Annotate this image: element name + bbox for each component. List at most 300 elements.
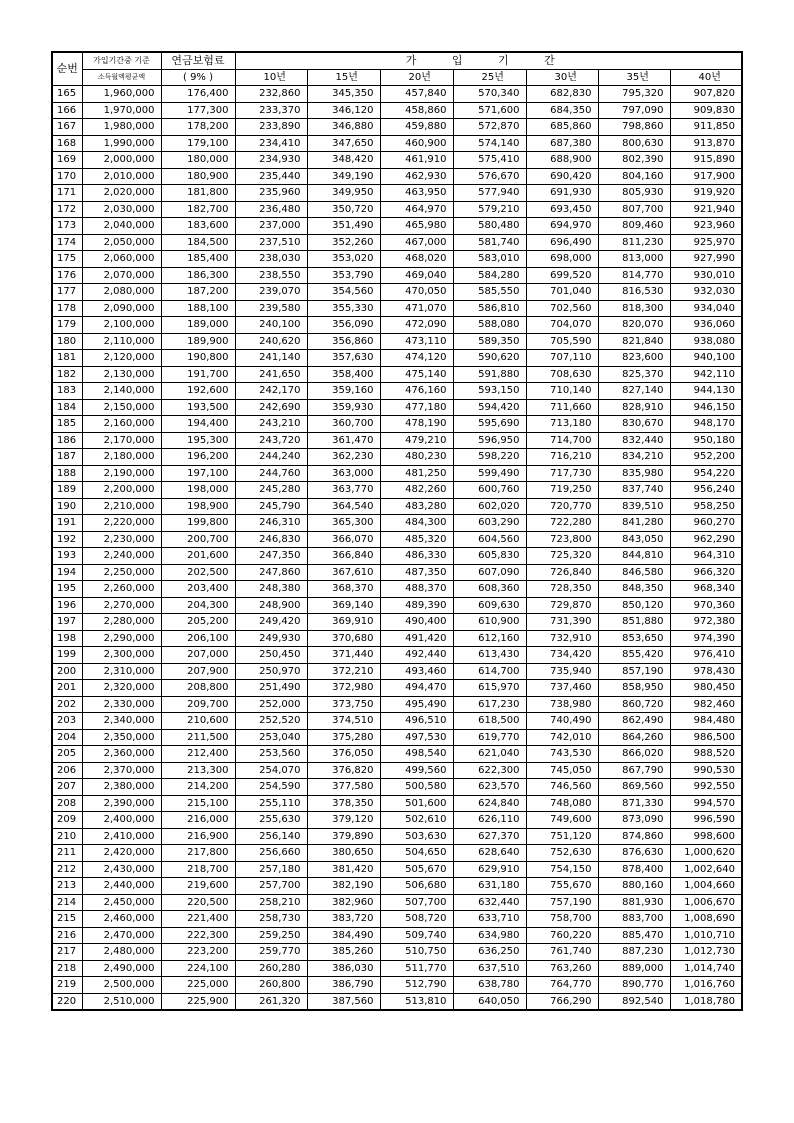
cell-year-35: 873,090 [598, 812, 670, 829]
cell-row-number: 180 [52, 333, 82, 350]
cell-year-15: 383,720 [307, 911, 380, 928]
cell-row-number: 194 [52, 564, 82, 581]
cell-premium: 201,600 [161, 548, 235, 565]
cell-year-15: 372,980 [307, 680, 380, 697]
cell-year-25: 576,670 [453, 168, 526, 185]
cell-year-10: 256,660 [235, 845, 307, 862]
cell-year-25: 579,210 [453, 201, 526, 218]
cell-year-30: 738,980 [526, 696, 598, 713]
cell-year-30: 742,010 [526, 729, 598, 746]
col-header-year: 25년 [453, 69, 526, 86]
cell-year-15: 351,490 [307, 218, 380, 235]
cell-year-15: 386,790 [307, 977, 380, 994]
cell-year-25: 571,600 [453, 102, 526, 119]
cell-year-10: 240,620 [235, 333, 307, 350]
table-row [52, 894, 742, 911]
cell-row-number: 166 [52, 102, 82, 119]
cell-year-35: 885,470 [598, 927, 670, 944]
cell-year-15: 377,580 [307, 779, 380, 796]
cell-year-25: 633,710 [453, 911, 526, 928]
cell-year-20: 464,970 [380, 201, 453, 218]
cell-year-15: 379,120 [307, 812, 380, 829]
cell-row-number: 207 [52, 779, 82, 796]
cell-year-20: 489,390 [380, 597, 453, 614]
cell-year-10: 243,210 [235, 416, 307, 433]
cell-year-15: 347,650 [307, 135, 380, 152]
cell-year-10: 248,900 [235, 597, 307, 614]
cell-year-40: 958,250 [670, 498, 742, 515]
cell-avg-income: 2,430,000 [82, 861, 161, 878]
cell-row-number: 169 [52, 152, 82, 169]
cell-year-20: 508,720 [380, 911, 453, 928]
cell-year-40: 982,460 [670, 696, 742, 713]
cell-year-15: 384,490 [307, 927, 380, 944]
cell-year-35: 855,420 [598, 647, 670, 664]
cell-year-40: 962,290 [670, 531, 742, 548]
cell-year-20: 481,250 [380, 465, 453, 482]
cell-row-number: 201 [52, 680, 82, 697]
cell-year-15: 358,400 [307, 366, 380, 383]
cell-row-number: 218 [52, 960, 82, 977]
cell-year-20: 496,510 [380, 713, 453, 730]
cell-avg-income: 2,510,000 [82, 993, 161, 1010]
cell-avg-income: 2,240,000 [82, 548, 161, 565]
cell-year-15: 360,700 [307, 416, 380, 433]
table-row [52, 317, 742, 334]
cell-year-30: 688,900 [526, 152, 598, 169]
cell-year-40: 978,430 [670, 663, 742, 680]
cell-year-35: 874,860 [598, 828, 670, 845]
cell-year-30: 743,530 [526, 746, 598, 763]
cell-premium: 219,600 [161, 878, 235, 895]
cell-year-25: 595,690 [453, 416, 526, 433]
cell-premium: 197,100 [161, 465, 235, 482]
cell-year-30: 740,490 [526, 713, 598, 730]
cell-year-15: 380,650 [307, 845, 380, 862]
cell-year-35: 841,280 [598, 515, 670, 532]
cell-year-30: 761,740 [526, 944, 598, 961]
table-row [52, 795, 742, 812]
cell-year-25: 612,160 [453, 630, 526, 647]
cell-year-40: 917,900 [670, 168, 742, 185]
cell-year-10: 253,040 [235, 729, 307, 746]
table-row [52, 432, 742, 449]
cell-premium: 205,200 [161, 614, 235, 631]
cell-year-40: 942,110 [670, 366, 742, 383]
table-row [52, 993, 742, 1010]
cell-year-30: 751,120 [526, 828, 598, 845]
cell-year-40: 944,130 [670, 383, 742, 400]
cell-premium: 212,400 [161, 746, 235, 763]
cell-avg-income: 2,320,000 [82, 680, 161, 697]
cell-row-number: 171 [52, 185, 82, 202]
cell-year-15: 349,190 [307, 168, 380, 185]
cell-year-20: 458,860 [380, 102, 453, 119]
cell-year-35: 832,440 [598, 432, 670, 449]
table-row [52, 300, 742, 317]
cell-premium: 193,500 [161, 399, 235, 416]
pension-table [51, 51, 743, 1011]
cell-year-20: 488,370 [380, 581, 453, 598]
table-row [52, 812, 742, 829]
cell-avg-income: 2,150,000 [82, 399, 161, 416]
table-row [52, 944, 742, 961]
cell-year-35: 830,670 [598, 416, 670, 433]
cell-premium: 182,700 [161, 201, 235, 218]
cell-year-10: 244,240 [235, 449, 307, 466]
cell-avg-income: 2,300,000 [82, 647, 161, 664]
cell-year-15: 350,720 [307, 201, 380, 218]
cell-year-20: 487,350 [380, 564, 453, 581]
cell-year-35: 821,840 [598, 333, 670, 350]
cell-year-10: 254,070 [235, 762, 307, 779]
cell-premium: 224,100 [161, 960, 235, 977]
cell-year-30: 704,070 [526, 317, 598, 334]
cell-premium: 195,300 [161, 432, 235, 449]
cell-premium: 218,700 [161, 861, 235, 878]
cell-year-25: 588,080 [453, 317, 526, 334]
cell-year-35: 800,630 [598, 135, 670, 152]
cell-year-35: 881,930 [598, 894, 670, 911]
cell-year-10: 249,930 [235, 630, 307, 647]
cell-year-15: 354,560 [307, 284, 380, 301]
cell-row-number: 188 [52, 465, 82, 482]
cell-premium: 200,700 [161, 531, 235, 548]
table-row [52, 564, 742, 581]
cell-year-20: 506,680 [380, 878, 453, 895]
cell-year-15: 376,050 [307, 746, 380, 763]
table-row [52, 267, 742, 284]
cell-avg-income: 2,070,000 [82, 267, 161, 284]
cell-year-15: 367,610 [307, 564, 380, 581]
cell-year-30: 691,930 [526, 185, 598, 202]
cell-avg-income: 2,410,000 [82, 828, 161, 845]
cell-year-35: 857,190 [598, 663, 670, 680]
cell-year-20: 467,000 [380, 234, 453, 251]
cell-year-20: 498,540 [380, 746, 453, 763]
table-row [52, 663, 742, 680]
cell-year-20: 472,090 [380, 317, 453, 334]
cell-row-number: 216 [52, 927, 82, 944]
cell-year-15: 356,090 [307, 317, 380, 334]
cell-avg-income: 2,020,000 [82, 185, 161, 202]
cell-avg-income: 2,200,000 [82, 482, 161, 499]
cell-year-35: 862,490 [598, 713, 670, 730]
cell-avg-income: 2,440,000 [82, 878, 161, 895]
cell-avg-income: 2,180,000 [82, 449, 161, 466]
cell-row-number: 165 [52, 86, 82, 103]
cell-row-number: 172 [52, 201, 82, 218]
cell-year-25: 599,490 [453, 465, 526, 482]
cell-row-number: 167 [52, 119, 82, 136]
cell-year-10: 235,440 [235, 168, 307, 185]
cell-year-10: 259,770 [235, 944, 307, 961]
table-row [52, 581, 742, 598]
cell-year-35: 890,770 [598, 977, 670, 994]
cell-year-40: 976,410 [670, 647, 742, 664]
cell-year-25: 617,230 [453, 696, 526, 713]
cell-year-30: 720,770 [526, 498, 598, 515]
cell-year-20: 507,700 [380, 894, 453, 911]
cell-year-35: 864,260 [598, 729, 670, 746]
cell-year-30: 701,040 [526, 284, 598, 301]
cell-year-40: 930,010 [670, 267, 742, 284]
cell-year-15: 363,000 [307, 465, 380, 482]
cell-year-30: 748,080 [526, 795, 598, 812]
cell-year-15: 345,350 [307, 86, 380, 103]
cell-year-30: 707,110 [526, 350, 598, 367]
cell-premium: 179,100 [161, 135, 235, 152]
cell-row-number: 205 [52, 746, 82, 763]
cell-premium: 208,800 [161, 680, 235, 697]
table-row [52, 498, 742, 515]
cell-year-30: 725,320 [526, 548, 598, 565]
col-header-year: 30년 [526, 69, 598, 86]
cell-row-number: 176 [52, 267, 82, 284]
cell-premium: 188,100 [161, 300, 235, 317]
cell-year-15: 357,630 [307, 350, 380, 367]
cell-year-30: 699,520 [526, 267, 598, 284]
col-header-year: 40년 [670, 69, 742, 86]
cell-year-25: 628,640 [453, 845, 526, 862]
cell-year-15: 381,420 [307, 861, 380, 878]
cell-year-35: 851,880 [598, 614, 670, 631]
cell-year-25: 583,010 [453, 251, 526, 268]
cell-avg-income: 2,160,000 [82, 416, 161, 433]
cell-avg-income: 2,420,000 [82, 845, 161, 862]
cell-year-35: 860,720 [598, 696, 670, 713]
cell-year-40: 964,310 [670, 548, 742, 565]
cell-year-40: 927,990 [670, 251, 742, 268]
table-row [52, 647, 742, 664]
cell-year-35: 876,630 [598, 845, 670, 862]
cell-year-40: 1,004,660 [670, 878, 742, 895]
cell-row-number: 213 [52, 878, 82, 895]
cell-year-10: 241,650 [235, 366, 307, 383]
cell-year-10: 255,630 [235, 812, 307, 829]
cell-year-10: 239,580 [235, 300, 307, 317]
cell-year-25: 590,620 [453, 350, 526, 367]
col-header-no: 순번 [52, 52, 82, 86]
cell-year-10: 252,520 [235, 713, 307, 730]
cell-avg-income: 2,350,000 [82, 729, 161, 746]
cell-year-40: 921,940 [670, 201, 742, 218]
table-row [52, 201, 742, 218]
cell-premium: 178,200 [161, 119, 235, 136]
cell-year-30: 735,940 [526, 663, 598, 680]
cell-year-25: 591,880 [453, 366, 526, 383]
cell-year-40: 1,006,670 [670, 894, 742, 911]
cell-row-number: 174 [52, 234, 82, 251]
cell-row-number: 184 [52, 399, 82, 416]
cell-year-30: 734,420 [526, 647, 598, 664]
table-row [52, 234, 742, 251]
cell-year-30: 687,380 [526, 135, 598, 152]
cell-year-25: 632,440 [453, 894, 526, 911]
cell-avg-income: 2,270,000 [82, 597, 161, 614]
cell-year-25: 629,910 [453, 861, 526, 878]
cell-year-20: 513,810 [380, 993, 453, 1010]
cell-year-20: 477,180 [380, 399, 453, 416]
cell-row-number: 189 [52, 482, 82, 499]
cell-year-20: 510,750 [380, 944, 453, 961]
cell-year-25: 589,350 [453, 333, 526, 350]
cell-avg-income: 2,110,000 [82, 333, 161, 350]
cell-premium: 203,400 [161, 581, 235, 598]
cell-premium: 189,900 [161, 333, 235, 350]
cell-avg-income: 2,500,000 [82, 977, 161, 994]
cell-year-10: 242,690 [235, 399, 307, 416]
cell-avg-income: 2,450,000 [82, 894, 161, 911]
table-row [52, 531, 742, 548]
cell-year-40: 923,960 [670, 218, 742, 235]
cell-year-20: 482,260 [380, 482, 453, 499]
cell-year-30: 694,970 [526, 218, 598, 235]
cell-year-25: 623,570 [453, 779, 526, 796]
cell-avg-income: 2,470,000 [82, 927, 161, 944]
cell-year-20: 468,020 [380, 251, 453, 268]
cell-year-25: 622,300 [453, 762, 526, 779]
cell-year-30: 752,630 [526, 845, 598, 862]
cell-year-35: 850,120 [598, 597, 670, 614]
cell-year-35: 820,070 [598, 317, 670, 334]
cell-year-35: 795,320 [598, 86, 670, 103]
cell-year-35: 797,090 [598, 102, 670, 119]
cell-year-40: 907,820 [670, 86, 742, 103]
cell-year-15: 368,370 [307, 581, 380, 598]
cell-year-30: 760,220 [526, 927, 598, 944]
cell-year-20: 485,320 [380, 531, 453, 548]
cell-year-25: 621,040 [453, 746, 526, 763]
cell-year-35: 834,210 [598, 449, 670, 466]
cell-premium: 187,200 [161, 284, 235, 301]
cell-year-30: 717,730 [526, 465, 598, 482]
cell-avg-income: 1,990,000 [82, 135, 161, 152]
cell-premium: 184,500 [161, 234, 235, 251]
cell-year-30: 685,860 [526, 119, 598, 136]
cell-year-40: 974,390 [670, 630, 742, 647]
cell-year-20: 495,490 [380, 696, 453, 713]
cell-year-30: 723,800 [526, 531, 598, 548]
cell-year-30: 708,630 [526, 366, 598, 383]
cell-year-25: 580,480 [453, 218, 526, 235]
cell-year-25: 638,780 [453, 977, 526, 994]
cell-year-20: 511,770 [380, 960, 453, 977]
table-row [52, 284, 742, 301]
cell-year-35: 839,510 [598, 498, 670, 515]
cell-premium: 209,700 [161, 696, 235, 713]
cell-premium: 183,600 [161, 218, 235, 235]
cell-year-20: 483,280 [380, 498, 453, 515]
cell-avg-income: 2,480,000 [82, 944, 161, 961]
cell-avg-income: 1,960,000 [82, 86, 161, 103]
cell-year-15: 378,350 [307, 795, 380, 812]
cell-year-25: 634,980 [453, 927, 526, 944]
cell-year-20: 505,670 [380, 861, 453, 878]
cell-year-15: 363,770 [307, 482, 380, 499]
cell-year-40: 992,550 [670, 779, 742, 796]
table-row [52, 333, 742, 350]
cell-row-number: 199 [52, 647, 82, 664]
cell-year-40: 998,600 [670, 828, 742, 845]
cell-avg-income: 2,260,000 [82, 581, 161, 598]
cell-year-20: 465,980 [380, 218, 453, 235]
table-row [52, 168, 742, 185]
cell-premium: 177,300 [161, 102, 235, 119]
cell-year-25: 581,740 [453, 234, 526, 251]
col-header-year: 35년 [598, 69, 670, 86]
cell-year-40: 988,520 [670, 746, 742, 763]
cell-year-30: 726,840 [526, 564, 598, 581]
cell-year-10: 259,250 [235, 927, 307, 944]
cell-year-30: 713,180 [526, 416, 598, 433]
cell-year-15: 348,420 [307, 152, 380, 169]
col-header-year: 15년 [307, 69, 380, 86]
cell-year-35: 843,050 [598, 531, 670, 548]
cell-year-40: 966,320 [670, 564, 742, 581]
cell-year-35: 871,330 [598, 795, 670, 812]
cell-year-25: 602,020 [453, 498, 526, 515]
table-row [52, 185, 742, 202]
cell-year-25: 607,090 [453, 564, 526, 581]
cell-year-30: 746,560 [526, 779, 598, 796]
table-row [52, 465, 742, 482]
cell-year-25: 586,810 [453, 300, 526, 317]
cell-year-40: 954,220 [670, 465, 742, 482]
table-row [52, 845, 742, 862]
cell-year-25: 572,870 [453, 119, 526, 136]
cell-year-10: 257,180 [235, 861, 307, 878]
cell-year-10: 233,890 [235, 119, 307, 136]
cell-year-10: 246,830 [235, 531, 307, 548]
cell-row-number: 168 [52, 135, 82, 152]
cell-year-25: 631,180 [453, 878, 526, 895]
cell-year-40: 1,018,780 [670, 993, 742, 1010]
cell-avg-income: 2,370,000 [82, 762, 161, 779]
cell-year-20: 469,040 [380, 267, 453, 284]
table-row [52, 152, 742, 169]
cell-year-15: 365,300 [307, 515, 380, 532]
cell-premium: 176,400 [161, 86, 235, 103]
cell-avg-income: 2,340,000 [82, 713, 161, 730]
cell-row-number: 200 [52, 663, 82, 680]
cell-row-number: 170 [52, 168, 82, 185]
cell-year-35: 837,740 [598, 482, 670, 499]
cell-year-10: 242,170 [235, 383, 307, 400]
cell-year-10: 247,860 [235, 564, 307, 581]
cell-year-15: 385,260 [307, 944, 380, 961]
cell-premium: 216,000 [161, 812, 235, 829]
cell-year-40: 938,080 [670, 333, 742, 350]
cell-avg-income: 2,090,000 [82, 300, 161, 317]
cell-year-10: 260,280 [235, 960, 307, 977]
table-row [52, 449, 742, 466]
cell-avg-income: 2,250,000 [82, 564, 161, 581]
cell-year-15: 361,470 [307, 432, 380, 449]
cell-year-35: 804,160 [598, 168, 670, 185]
cell-year-35: 802,390 [598, 152, 670, 169]
cell-year-10: 250,970 [235, 663, 307, 680]
cell-row-number: 208 [52, 795, 82, 812]
cell-year-10: 245,280 [235, 482, 307, 499]
cell-year-40: 990,530 [670, 762, 742, 779]
cell-year-30: 716,210 [526, 449, 598, 466]
cell-year-10: 238,550 [235, 267, 307, 284]
cell-year-40: 1,012,730 [670, 944, 742, 961]
cell-avg-income: 2,220,000 [82, 515, 161, 532]
cell-year-15: 349,950 [307, 185, 380, 202]
cell-year-40: 946,150 [670, 399, 742, 416]
